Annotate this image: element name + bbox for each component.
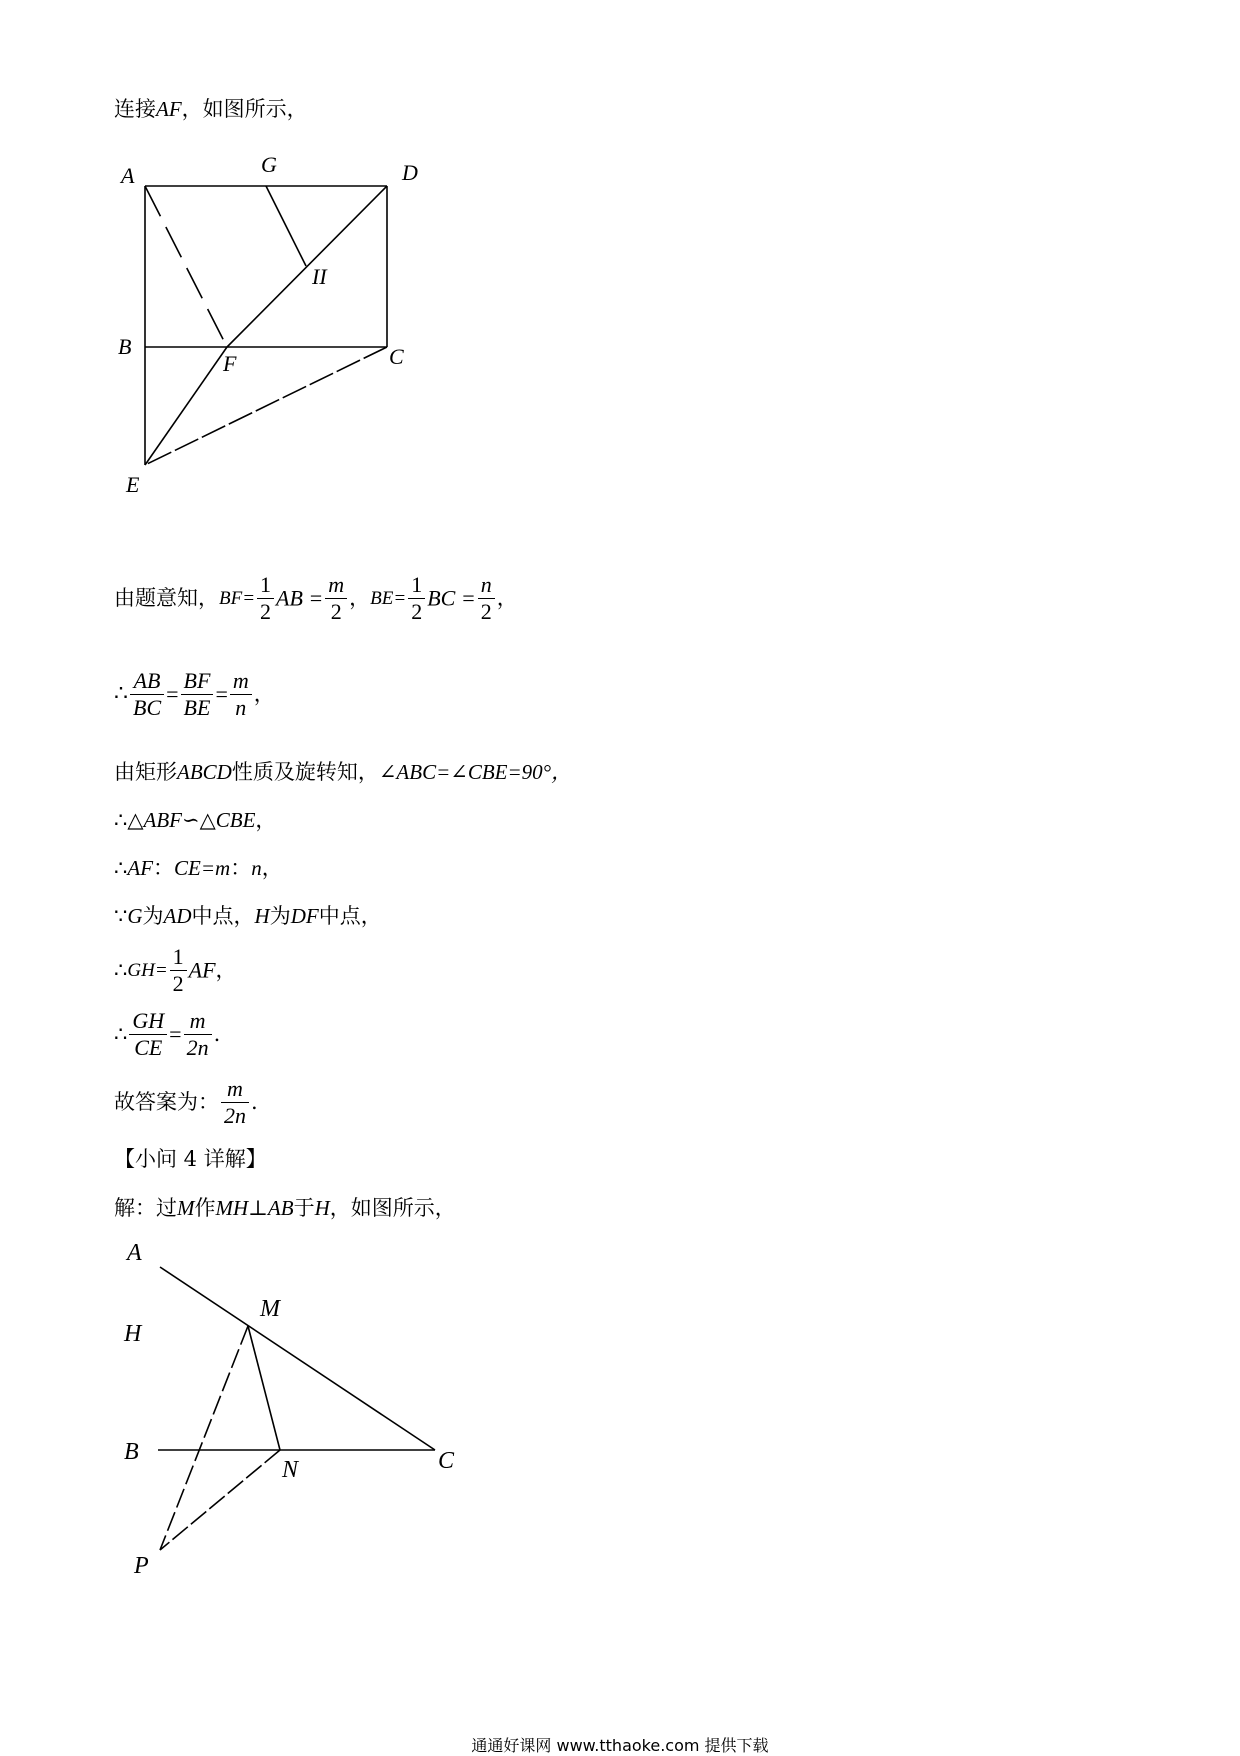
- label-e: E: [126, 472, 140, 497]
- fraction-bf-be: $\frac{BF}{BE}$: [181, 670, 214, 719]
- fraction-n-over-2: $\frac{n}{2}$: [478, 574, 495, 623]
- segment-gh: [266, 186, 306, 266]
- segment-fe: [145, 347, 227, 465]
- fraction-half-1: $\frac{1}{2}$: [257, 574, 274, 623]
- text-midpoints: ∵G为AD中点，H为DF中点，: [114, 904, 382, 928]
- label-h: H: [124, 1321, 142, 1347]
- fraction-half-3: $\frac{1}{2}$: [170, 946, 187, 995]
- segment-ac: [160, 1267, 435, 1450]
- label-n: N: [282, 1457, 299, 1483]
- fraction-m-over-2n-1: $\frac{m}{2n}$: [184, 1010, 212, 1059]
- text-rect-property: 由矩形ABCD性质及旋转知，∠ABC=∠CBE=90°，: [114, 760, 573, 784]
- label-d: D: [402, 160, 418, 185]
- label-c: C: [389, 344, 404, 369]
- segment-af-dashed: [145, 186, 227, 347]
- label-c: C: [438, 1448, 455, 1474]
- equation-bf-be: 由题意知，BF= $\frac{1}{2}$ AB = $\frac{m}{2}$ ，BE= $\frac{1}{2}$ BC = $\frac{n}{2}$ ，: [114, 572, 518, 624]
- segment-np: [160, 1450, 280, 1550]
- equation-gh-half-af: ∴GH= $\frac{1}{2}$ AF，: [114, 944, 237, 996]
- fraction-ab-bc: $\frac{AB}{BC}$: [130, 670, 164, 719]
- fraction-m-over-2: $\frac{m}{2}$: [325, 574, 347, 623]
- segment-ce: [145, 347, 387, 465]
- label-a: A: [121, 163, 135, 188]
- label-b: B: [118, 334, 132, 359]
- equation-gh-over-ce: ∴ $\frac{GH}{CE}$ = $\frac{m}{2n}$ .: [114, 1008, 221, 1060]
- text-af-ce-ratio: ∴AF：CE=m：n，: [114, 856, 283, 880]
- fraction-half-2: $\frac{1}{2}$: [408, 574, 425, 623]
- page-footer: 通通好课网 www.tthaoke.com 提供下载: [471, 1736, 769, 1755]
- label-p: P: [134, 1553, 149, 1579]
- label-a: A: [127, 1240, 142, 1266]
- figure-rectangle-rotation: [110, 140, 430, 500]
- heading-subquestion-4: 【小问 4 详解】: [114, 1147, 267, 1171]
- fraction-gh-over-ce: $\frac{GH}{CE}$: [129, 1010, 167, 1059]
- text-connect-af: 连接AF，如图所示，: [114, 97, 308, 121]
- segment-df: [227, 186, 387, 347]
- label-h: II: [312, 264, 327, 289]
- equation-ratio-abbc: ∴ $\frac{AB}{BC}$ = $\frac{BF}{BE}$ = $\frac{m}{n}$ ，: [114, 668, 275, 720]
- text-similar-triangles: ∴△ABF∽△CBE，: [114, 808, 277, 832]
- fraction-m-over-n: $\frac{m}{n}$: [230, 670, 252, 719]
- figure-triangle-mnp: [110, 1235, 470, 1585]
- text-answer: 故答案为： $\frac{m}{2n}$ .: [114, 1076, 258, 1128]
- label-f: F: [223, 351, 237, 376]
- label-b: B: [124, 1439, 139, 1465]
- fraction-m-over-2n-2: $\frac{m}{2n}$: [221, 1078, 249, 1127]
- segment-mp: [160, 1326, 248, 1550]
- label-m: M: [260, 1296, 280, 1322]
- text-solution-mh-perp-ab: 解：过M作MH⊥AB于H，如图所示，: [114, 1196, 456, 1220]
- label-g: G: [261, 152, 277, 177]
